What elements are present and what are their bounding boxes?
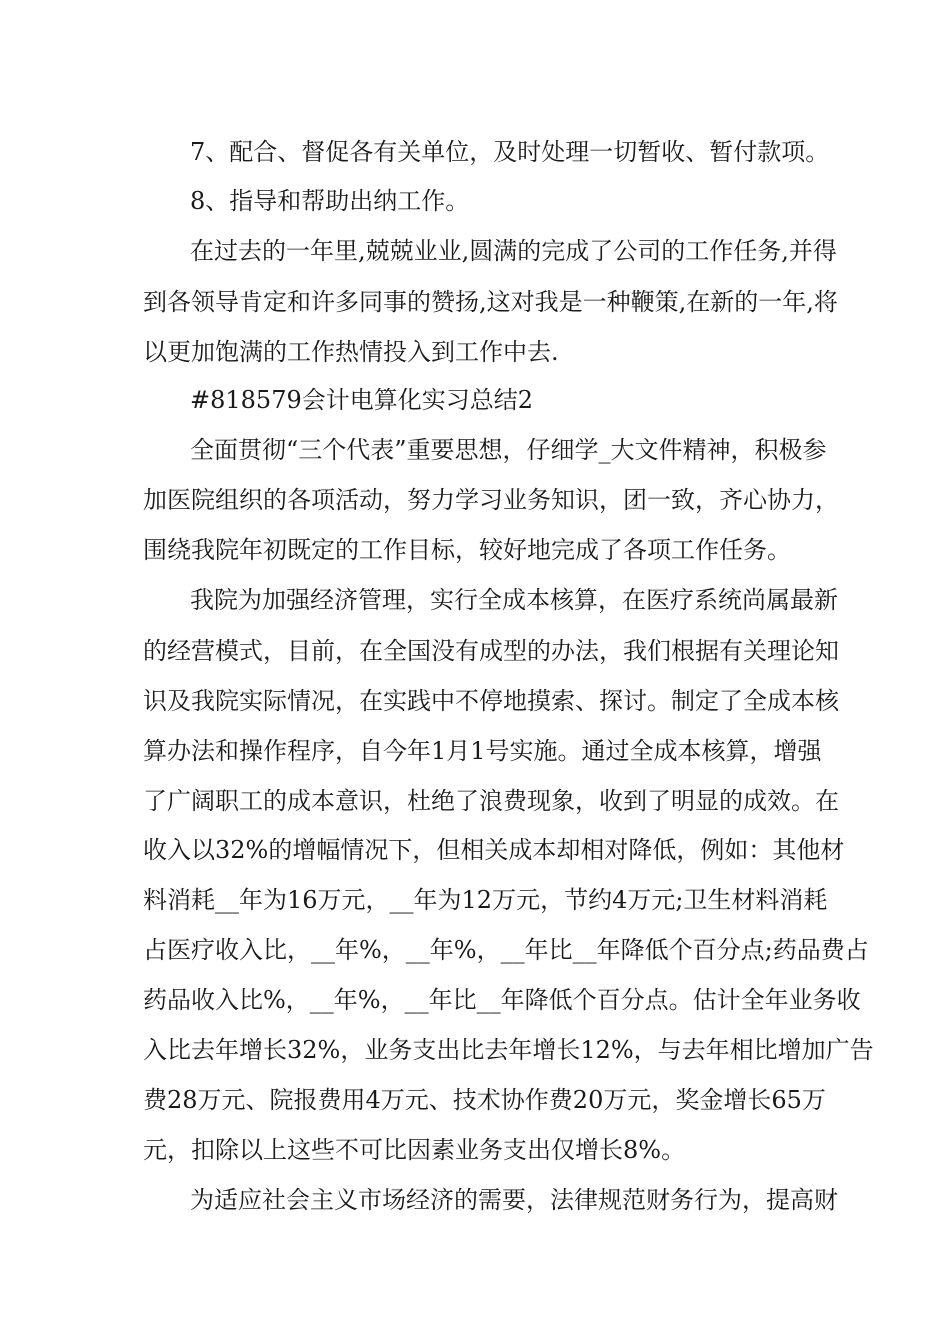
paragraph-text: 药品收入比%，__年%，__年比__年降低个百分点。估计全年业务收 <box>143 986 861 1014</box>
paragraph-text: 识及我院实际情况，在实践中不停地摸索、探讨。制定了全成本核 <box>143 687 839 715</box>
paragraph-text: 加医院组织的各项活动，努力学习业务知识，团一致，齐心协力， <box>143 486 839 514</box>
paragraph-text: 了广阔职工的成本意识，杜绝了浪费现象，收到了明显的成效。在 <box>143 787 839 815</box>
paragraph-text: 元，扣除以上这些不可比因素业务支出仅增长8%。 <box>143 1136 686 1164</box>
paragraph-text: 料消耗__年为16万元，__年为12万元，节约4万元;卫生材料消耗 <box>143 886 828 914</box>
section-heading: #818579会计电算化实习总结2 <box>190 386 533 414</box>
paragraph-text: 为适应社会主义市场经济的需要，法律规范财务行为，提高财 <box>190 1186 838 1214</box>
paragraph-text: 入比去年增长32%，业务支出比去年增长12%，与去年相比增加广告 <box>143 1036 874 1064</box>
paragraph-text: 到各领导肯定和许多同事的赞扬,这对我是一种鞭策,在新的一年,将 <box>143 288 838 316</box>
paragraph-text: 算办法和操作程序，自今年1月1号实施。通过全成本核算，增强 <box>143 737 822 765</box>
paragraph-text: 全面贯彻“三个代表”重要思想，仔细学_大文件精神，积极参 <box>190 436 827 464</box>
paragraph-text: 在过去的一年里,兢兢业业,圆满的完成了公司的工作任务,并得 <box>190 237 837 265</box>
paragraph-text: 占医疗收入比，__年%，__年%，__年比__年降低个百分点;药品费占 <box>143 936 869 964</box>
paragraph-text: 收入以32%的增幅情况下，但相关成本却相对降低，例如：其他材 <box>143 836 845 864</box>
paragraph-text: 围绕我院年初既定的工作目标，较好地完成了各项工作任务。 <box>143 536 791 564</box>
paragraph-text: 的经营模式，目前，在全国没有成型的办法，我们根据有关理论知 <box>143 637 839 665</box>
text-line: 7、配合、督促各有关单位，及时处理一切暂收、暂付款项。 <box>190 138 830 166</box>
paragraph-text: 费28万元、院报费用4万元、技术协作费20万元，奖金增长65万 <box>143 1086 826 1114</box>
text-line: 8、指导和帮助出纳工作。 <box>190 187 470 215</box>
paragraph-text: 以更加饱满的工作热情投入到工作中去. <box>143 338 559 366</box>
paragraph-text: 我院为加强经济管理，实行全成本核算，在医疗系统尚属最新 <box>190 586 838 614</box>
